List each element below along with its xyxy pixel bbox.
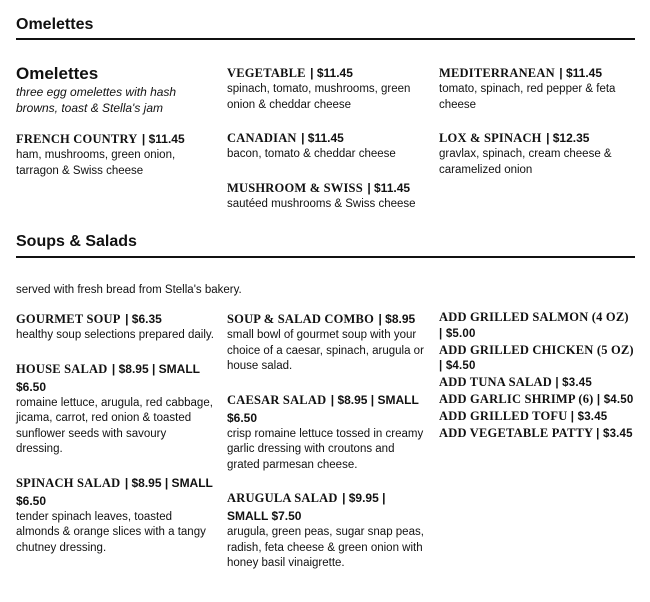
item-name: SPINACH SALAD	[16, 475, 121, 490]
addon-name: ADD GRILLED SALMON (4 OZ)	[439, 310, 629, 324]
item-price: | $11.45	[367, 180, 411, 195]
soups-intro: served with fresh bread from Stella's bakery.	[16, 284, 242, 296]
addon-price: | $3.45	[596, 427, 633, 440]
soups-column-1	[16, 310, 216, 572]
item-name: GOURMET SOUP	[16, 312, 121, 326]
item-name: HOUSE SALAD	[16, 361, 108, 376]
item-description: tender spinach leaves, toasted almonds & orange slices with a tangy chutney dressing.	[16, 510, 206, 554]
omelettes-column-1	[16, 64, 216, 195]
item-description: ham, mushrooms, green onion, tarragon & Swiss cheese	[16, 149, 176, 177]
item-name: FRENCH COUNTRY	[16, 132, 138, 146]
addon-name: ADD TUNA SALAD	[439, 375, 553, 390]
menu-item-arugula-salad	[227, 489, 427, 572]
menu-item-spinach-salad	[16, 474, 216, 557]
omelettes-section-title: Omelettes	[16, 16, 94, 33]
omelettes-note: three egg omelettes with hash browns, toast & Stella's jam	[16, 85, 177, 115]
menu-item-mediterranean	[439, 64, 639, 113]
omelettes-column-3	[439, 64, 639, 194]
item-description: sautéed mushrooms & Swiss cheese	[227, 197, 416, 210]
addon-price: | $3.45	[570, 410, 608, 423]
menu-item-vegetable	[227, 64, 427, 113]
menu-item-caesar-salad	[227, 391, 427, 474]
item-description: bacon, tomato & cheddar cheese	[227, 148, 396, 160]
soups-addons-column	[439, 310, 635, 442]
addon-name: ADD VEGETABLE PATTY	[439, 425, 593, 440]
omelettes-column-2	[227, 64, 427, 228]
menu-item-gourmet-soup	[16, 310, 216, 344]
item-description: romaine lettuce, arugula, red cabbage, jicama, carrot, red onion & toasted sunflower seeds with savoury dressing.	[16, 396, 213, 455]
addon-vegetable-patty	[439, 426, 635, 443]
item-description: tomato, spinach, red pepper & feta cheese	[439, 83, 616, 111]
menu-item-canadian	[227, 129, 427, 163]
item-price: | $8.95 | SMALL $6.50	[16, 361, 200, 394]
item-price: | $8.95 | SMALL $6.50	[227, 392, 419, 425]
item-description: gravlax, spinach, cream cheese & caramelized onion	[439, 148, 612, 176]
item-price: | $8.95 | SMALL $6.50	[16, 475, 213, 508]
soups-section-title: Soups & Salads	[16, 233, 137, 250]
menu-item-lox-spinach	[439, 129, 639, 178]
item-description: small bowl of gourmet soup with your choice of a caesar, spinach, arugula or house salad.	[227, 329, 424, 372]
item-name: CAESAR SALAD	[227, 392, 327, 407]
item-price: | $11.45	[310, 66, 353, 80]
menu-item-french-country	[16, 130, 216, 179]
item-price: | $11.45	[141, 132, 185, 146]
addon-price: | $4.50	[596, 393, 634, 406]
item-price: | $9.95 | SMALL $7.50	[227, 491, 386, 523]
item-price: | $8.95	[378, 312, 416, 326]
item-price: | $6.35	[125, 312, 162, 326]
item-price: | $11.45	[301, 131, 344, 145]
addon-price: | $5.00	[439, 327, 476, 340]
addon-grilled-salmon	[439, 310, 635, 343]
menu-item-house-salad	[16, 360, 216, 458]
addon-grilled-tofu	[439, 409, 635, 426]
item-price: | $12.35	[546, 131, 590, 145]
omelettes-heading: Omelettes	[16, 64, 99, 83]
omelettes-divider	[16, 38, 635, 40]
addon-grilled-chicken	[439, 343, 635, 376]
menu-item-mushroom-swiss	[227, 179, 427, 213]
item-name: CANADIAN	[227, 131, 297, 145]
item-description: arugula, green peas, sugar snap peas, radish, feta cheese & green onion with honey basil vinaigrette.	[227, 526, 424, 569]
item-name: LOX & SPINACH	[439, 131, 542, 145]
item-price: | $11.45	[559, 66, 602, 80]
item-name: ARUGULA SALAD	[227, 491, 338, 505]
addon-price: | $4.50	[439, 360, 476, 373]
addon-name: ADD GARLIC SHRIMP (6)	[439, 391, 594, 406]
soups-column-2	[227, 310, 427, 588]
item-name: SOUP & SALAD COMBO	[227, 312, 375, 326]
addon-price: | $3.45	[555, 377, 592, 390]
item-name: VEGETABLE	[227, 66, 306, 80]
soups-divider	[16, 256, 635, 258]
item-name: MUSHROOM & SWISS	[227, 180, 363, 195]
item-name: MEDITERRANEAN	[439, 66, 555, 80]
item-description: crisp romaine lettuce tossed in creamy garlic dressing with croutons and grated parmesan cheese.	[227, 427, 424, 471]
addon-garlic-shrimp	[439, 392, 635, 409]
addon-tuna-salad	[439, 375, 635, 392]
addon-name: ADD GRILLED TOFU	[439, 408, 568, 423]
addon-name: ADD GRILLED CHICKEN (5 OZ)	[439, 342, 634, 357]
item-description: spinach, tomato, mushrooms, green onion & cheddar cheese	[227, 83, 411, 111]
item-description: healthy soup selections prepared daily.	[16, 329, 214, 341]
menu-item-soup-salad-combo	[227, 310, 427, 375]
